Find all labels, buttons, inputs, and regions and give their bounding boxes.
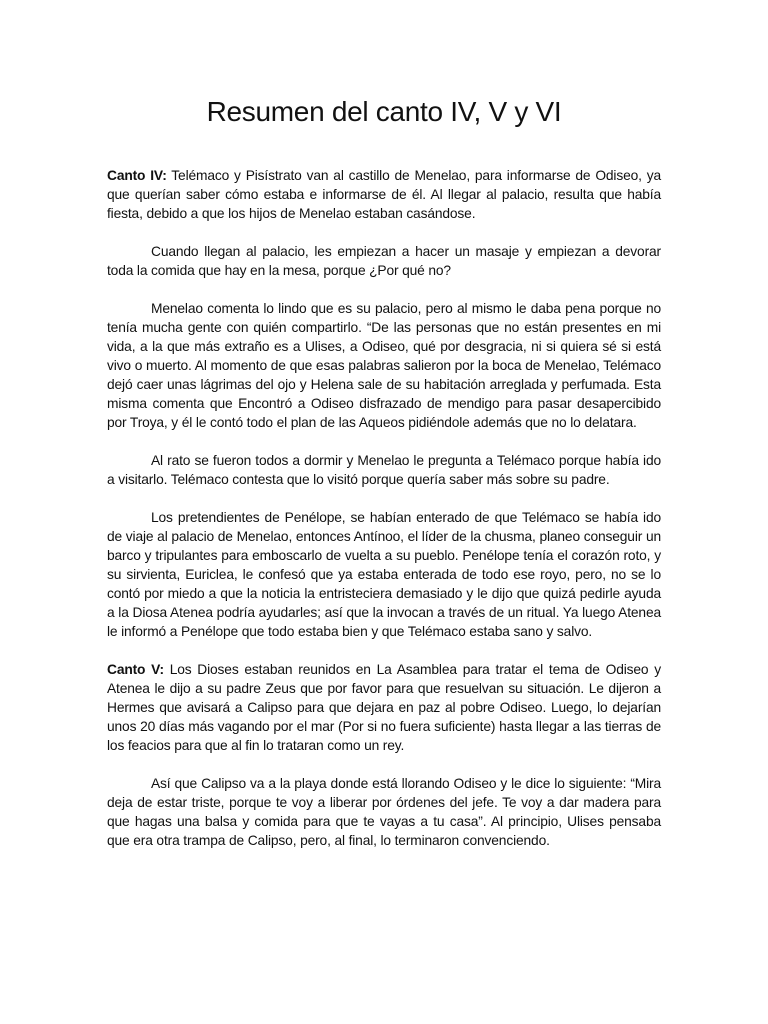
paragraph-palacio (107, 242, 661, 280)
paragraph-canto-v (107, 660, 661, 755)
paragraph-text: Los pretendientes de Penélope, se habían enterado de que Telémaco se había ido de viaje al palacio de Menelao, entonces Antínoo, el líder de la chusma, planeo conseguir un barco y tripulantes para emboscarlo de vuelta a su pueblo. Penélope tenía el corazón roto, y su sirvienta, Euriclea, le confesó que ya estaba enterada de todo ese royo, pero, no se lo contó por miedo a que la noticia la entristeciera demasiado y le dijo que quizá pedirle ayuda a la Diosa Atenea podría ayudarles; así que la invocan a través de un ritual. Ya luego Atenea le informó a Penélope que todo estaba bien y que Telémaco estaba sano y salvo. (107, 510, 661, 639)
document-body (107, 166, 661, 869)
document-title: Resumen del canto IV, V y VI (206, 96, 562, 127)
paragraph-text: Al rato se fueron todos a dormir y Menelao le pregunta a Telémaco porque había ido a visitarlo. Telémaco contesta que lo visitó porque quería saber más sobre su padre. (107, 453, 661, 487)
paragraph-text: Los Dioses estaban reunidos en La Asamblea para tratar el tema de Odiseo y Atenea le dijo a su padre Zeus que por favor para que resuelvan su situación. Le dijeron a Hermes que avisará a Calipso para que dejara en paz al pobre Odiseo. Luego, lo dejarían unos 20 días más vagando por el mar (Por si no fuera suficiente) hasta llegar a las tierras de los feacios para que al fin lo trataran como un rey. (107, 662, 661, 753)
paragraph-calipso (107, 774, 661, 850)
paragraph-text: Telémaco y Pisístrato van al castillo de Menelao, para informarse de Odiseo, ya que querían saber cómo estaba e informarse de él. Al llegar al palacio, resulta que había fiesta, debido a que los hijos de Menelao estaban casándose. (107, 168, 661, 221)
paragraph-text: Así que Calipso va a la playa donde está llorando Odiseo y le dice lo siguiente: “Mira deja de estar triste, porque te voy a liberar por órdenes del jefe. Te voy a dar madera para que hagas una balsa y comida para que te vayas a tu casa”. Al principio, Ulises pensaba que era otra trampa de Calipso, pero, al final, lo terminaron convenciendo. (107, 776, 661, 848)
paragraph-lead: Canto IV: (107, 168, 167, 183)
paragraph-canto-iv (107, 166, 661, 223)
paragraph-dormir (107, 451, 661, 489)
paragraph-text: Cuando llegan al palacio, les empiezan a hacer un masaje y empiezan a devorar toda la comida que hay en la mesa, porque ¿Por qué no? (107, 244, 661, 278)
paragraph-menelao (107, 299, 661, 432)
paragraph-pretendientes (107, 508, 661, 641)
paragraph-lead: Canto V: (107, 662, 164, 677)
paragraph-text: Menelao comenta lo lindo que es su palacio, pero al mismo le daba pena porque no tenía mucha gente con quién compartirlo. “De las personas que no están presentes en mi vida, a la que más extraño es a Ulises, a Odiseo, qué por desgracia, ni si quiera sé si está vivo o muerto. Al momento de que esas palabras salieron por la boca de Menelao, Telémaco dejó caer unas lágrimas del ojo y Helena sale de su habitación arreglada y perfumada. Esta misma comenta que Encontró a Odiseo disfrazado de mendigo para pasar desapercibido por Troya, y él le contó todo el plan de las Aqueos pidiéndole además que no lo delatara. (107, 301, 661, 430)
